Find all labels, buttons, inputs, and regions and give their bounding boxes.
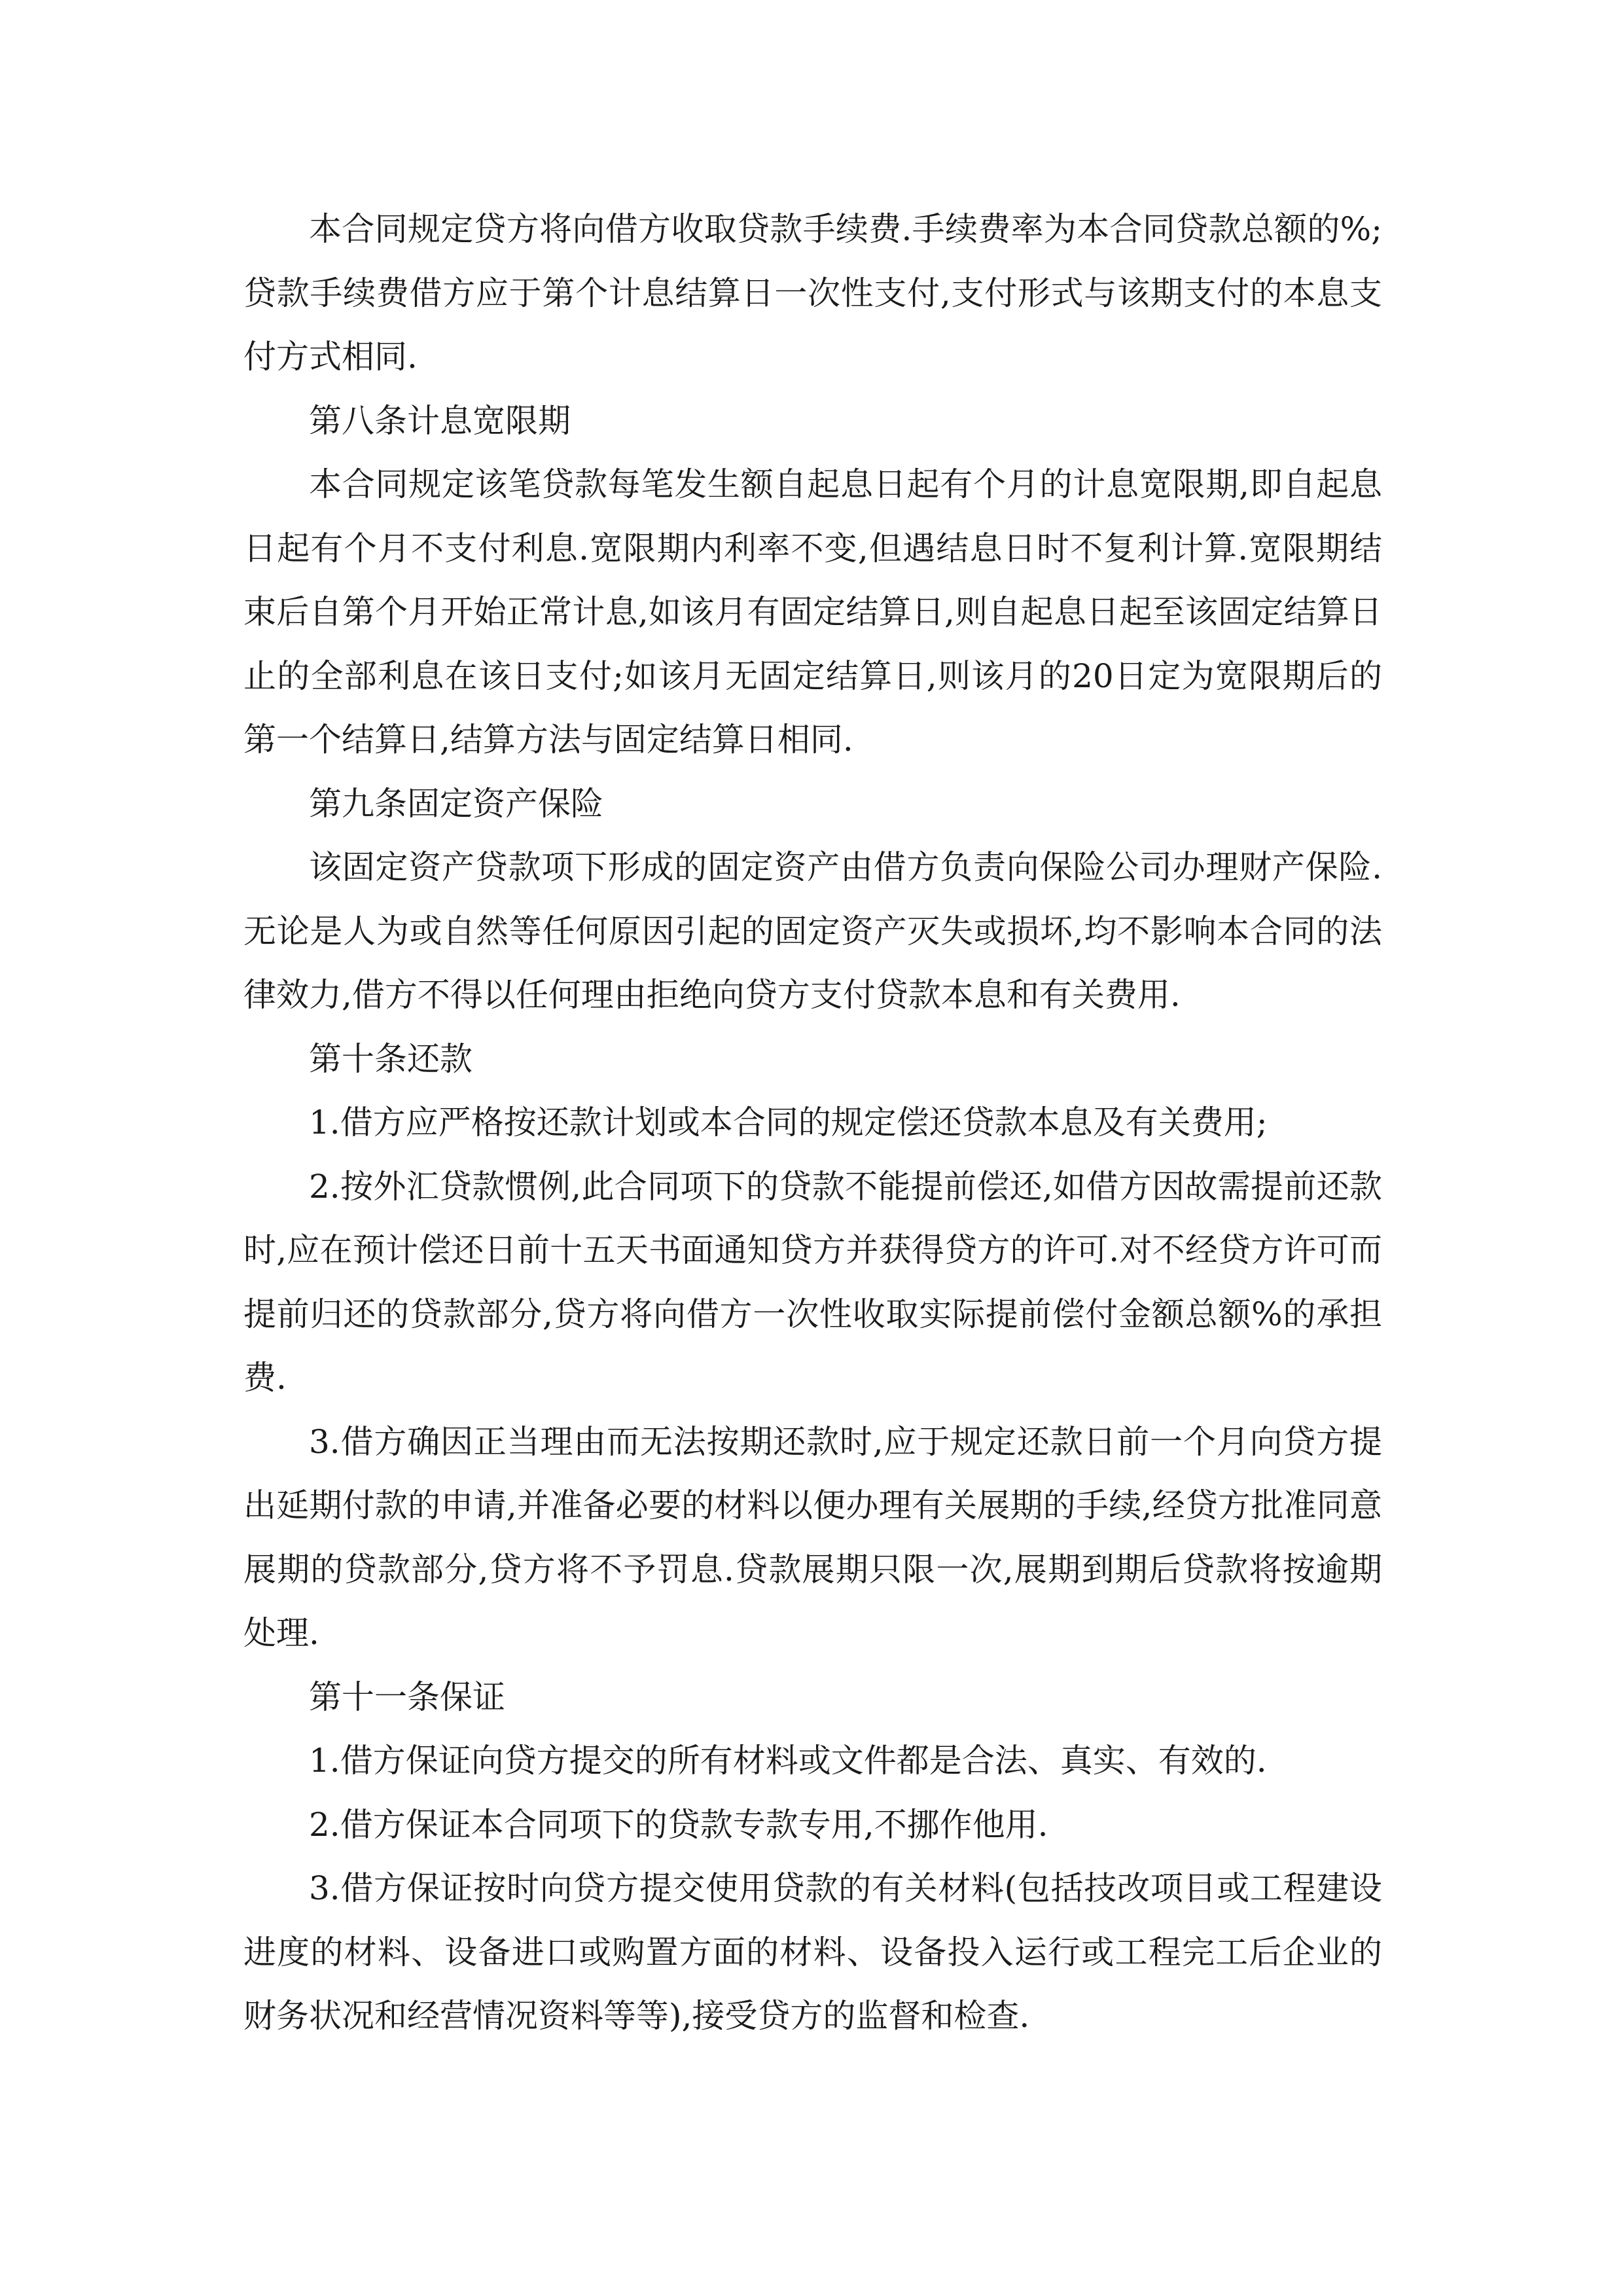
paragraph-repayment-1: 1.借方应严格按还款计划或本合同的规定偿还贷款本息及有关费用;	[309, 1103, 1268, 1141]
paragraph-repayment-3: 3.借方确因正当理由而无法按期还款时,应于规定还款日前一个月向贷方提出延期付款的申请,并准备必要的材料以便办理有关展期的手续,经贷方批准同意展期的贷款部分,贷方将不予罚息.贷款展期只限一次,展期到期后贷款将按逾期处理.	[243, 1422, 1382, 1652]
paragraph-asset-insurance: 该固定资产贷款项下形成的固定资产由借方负责向保险公司办理财产保险.无论是人为或自然等任何原因引起的固定资产灭失或损坏,均不影响本合同的法律效力,借方不得以任何理由拒绝向贷方支付贷款本息和有关费用.	[243, 848, 1382, 1014]
section-heading-article-9: 第九条固定资产保险	[309, 784, 603, 823]
paragraph-service-fee: 本合同规定贷方将向借方收取贷款手续费.手续费率为本合同贷款总额的%;贷款手续费借方应于第个计息结算日一次性支付,支付形式与该期支付的本息支付方式相同.	[243, 210, 1382, 376]
section-heading-article-10: 第十条还款	[309, 1039, 473, 1078]
section-heading-article-8: 第八条计息宽限期	[309, 401, 571, 440]
paragraph-grace-period: 本合同规定该笔贷款每笔发生额自起息日起有个月的计息宽限期,即自起息日起有个月不支付利息.宽限期内利率不变,但遇结息日时不复利计算.宽限期结束后自第个月开始正常计息,如该月有固定结算日,则自起息日起至该固定结算日止的全部利息在该日支付;如该月无固定结算日,则该月的20日定为宽限期后的第一个结算日,结算方法与固定结算日相同.	[243, 465, 1382, 759]
document-body	[243, 198, 1382, 2049]
paragraph-repayment-2: 2.按外汇贷款惯例,此合同项下的贷款不能提前偿还,如借方因故需提前还款时,应在预计偿还日前十五天书面通知贷方并获得贷方的许可.对不经贷方许可而提前归还的贷款部分,贷方将向借方一次性收取实际提前偿付金额总额%的承担费.	[243, 1167, 1382, 1397]
paragraph-guarantee-2: 2.借方保证本合同项下的贷款专款专用,不挪作他用.	[309, 1805, 1048, 1844]
section-heading-article-11: 第十一条保证	[309, 1677, 505, 1716]
paragraph-guarantee-3: 3.借方保证按时向贷方提交使用贷款的有关材料(包括技改项目或工程建设进度的材料、设备进口或购置方面的材料、设备投入运行或工程完工后企业的财务状况和经营情况资料等等),接受贷方的监督和检查.	[243, 1869, 1382, 2035]
paragraph-guarantee-1: 1.借方保证向贷方提交的所有材料或文件都是合法、真实、有效的.	[309, 1742, 1267, 1780]
